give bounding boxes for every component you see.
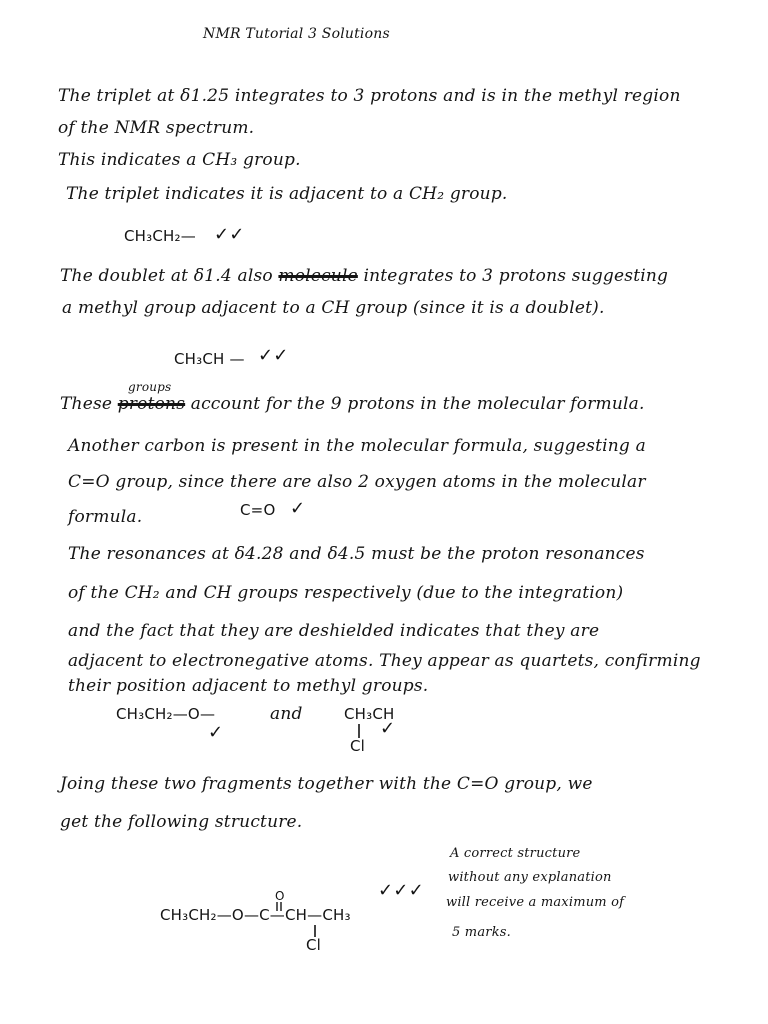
para6-line1: Joing these two fragments together with the C=O group, we [60, 774, 593, 794]
structure-carbonyl-oxygen: O [275, 889, 285, 903]
para4-tick: ✓ [290, 498, 306, 519]
para2-tick: ✓✓ [258, 345, 289, 366]
para3-line1-start: These [60, 394, 113, 414]
para4-line2: C=O group, since there are also 2 oxygen atoms in the molecular [68, 472, 646, 492]
para3-struck-word: protons [117, 394, 186, 414]
marking-note-line1: A correct structure [450, 846, 581, 861]
para5-line5: their position adjacent to methyl groups. [68, 676, 429, 696]
page-title: NMR Tutorial 3 Solutions [203, 26, 390, 42]
para4-line1: Another carbon is present in the molecular formula, suggesting a [68, 436, 646, 456]
structure-tick: ✓✓✓ [378, 880, 424, 901]
para1-line1: The triplet at δ1.25 integrates to 3 protons and is in the methyl region [58, 86, 681, 106]
structure-chlorine: Cl [306, 936, 322, 954]
para3-line1-end: account for the 9 protons in the molecular formula. [190, 394, 645, 414]
para4-fragment: C=O [240, 501, 276, 519]
para5-fragment1: CH₃CH₂—O— [116, 705, 216, 723]
para3-inserted-word: groups [128, 380, 172, 394]
para1-tick: ✓✓ [214, 224, 245, 245]
para2-struck-word: molecule [278, 266, 358, 286]
para5-fragment2-chlorine: Cl [350, 737, 366, 755]
para2-line1-start: The doublet at δ1.4 also [60, 266, 273, 286]
para4-line3: formula. [68, 507, 143, 527]
para5-tick1: ✓ [208, 722, 224, 743]
para2-line1 [60, 266, 668, 286]
para6-line2: get the following structure. [60, 812, 303, 832]
marking-note-line3: will receive a maximum of [446, 895, 625, 910]
para1-fragment: CH₃CH₂— [124, 227, 196, 245]
para5-fragment2: CH₃CH [344, 705, 395, 723]
structure-formula: CH₃CH₂—O—C—CH—CH₃ [160, 906, 351, 924]
para3-line1 [60, 394, 645, 414]
marking-note-line4: 5 marks. [452, 925, 511, 940]
para5-and: and [270, 704, 303, 724]
para5-line3: and the fact that they are deshielded indicates that they are [68, 621, 600, 641]
para1-line2: of the NMR spectrum. [58, 118, 255, 138]
para5-tick2: ✓ [380, 718, 396, 739]
para5-line1: The resonances at δ4.28 and δ4.5 must be the proton resonances [68, 544, 645, 564]
para5-line2: of the CH₂ and CH groups respectively (due to the integration) [68, 583, 624, 603]
para1-line4: The triplet indicates it is adjacent to a CH₂ group. [66, 184, 508, 204]
para1-line3: This indicates a CH₃ group. [58, 150, 301, 170]
para2-fragment: CH₃CH — [174, 350, 245, 368]
para2-line1-end: integrates to 3 protons suggesting [363, 266, 669, 286]
marking-note-line2: without any explanation [448, 870, 612, 885]
para5-line4: adjacent to electronegative atoms. They appear as quartets, confirming [68, 651, 701, 671]
para2-line2: a methyl group adjacent to a CH group (since it is a doublet). [62, 298, 605, 318]
